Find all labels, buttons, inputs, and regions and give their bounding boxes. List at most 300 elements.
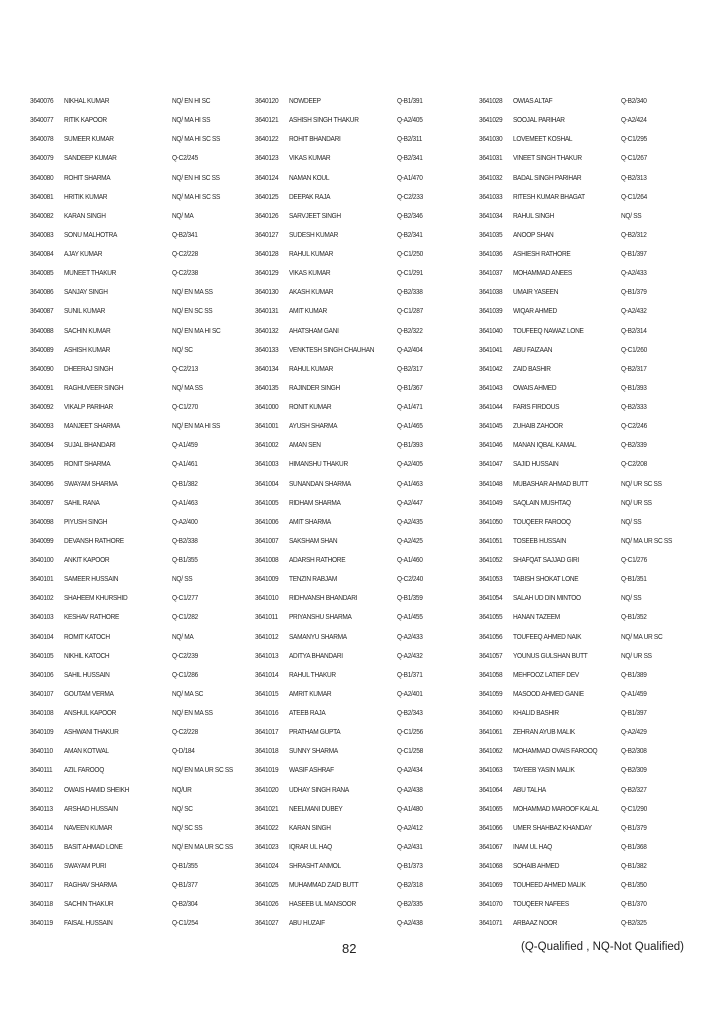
candidate-name: SAHIL HUSSAIN <box>64 669 110 679</box>
result-status: NQ/ EN HI SC SS <box>172 172 220 182</box>
candidate-name: BASIT AHMAD LONE <box>64 841 123 851</box>
candidate-name: NAVEEN KUMAR <box>64 822 113 832</box>
candidate-name: AMAN KOTWAL <box>64 746 109 756</box>
roll-number: 3641065 <box>479 803 503 813</box>
result-status: NQ/ UR SC SS <box>621 478 662 488</box>
roll-number: 3641056 <box>479 631 503 641</box>
roll-number: 3640085 <box>30 268 54 278</box>
roll-number: 3640098 <box>30 516 54 526</box>
result-status: Q-A1/461 <box>172 459 198 469</box>
candidate-name: SOHAIB AHMED <box>513 861 560 870</box>
result-status: Q-B1/393 <box>621 382 647 392</box>
roll-number: 3641008 <box>255 555 279 564</box>
candidate-name: AJAY KUMAR <box>64 249 103 258</box>
candidate-name: SANJAY SINGH <box>64 287 108 297</box>
roll-number: 3641009 <box>255 574 279 584</box>
roll-number: 3641066 <box>479 822 503 832</box>
result-status: Q-A2/431 <box>397 841 423 851</box>
result-status: Q-A2/447 <box>397 497 423 507</box>
result-status: Q-B2/304 <box>172 899 198 909</box>
roll-number: 3641068 <box>479 861 503 870</box>
result-status: Q-C2/240 <box>397 574 423 584</box>
candidate-name: VINEET SINGH THAKUR <box>513 153 582 163</box>
result-legend: (Q-Qualified , NQ-Not Qualified) <box>521 941 684 953</box>
roll-number: 3641057 <box>479 650 503 660</box>
result-status: NQ/ SC <box>172 803 193 813</box>
roll-number: 3641053 <box>479 574 503 584</box>
candidate-name: SAHIL RANA <box>64 497 100 507</box>
roll-number: 3641004 <box>255 478 279 488</box>
candidate-name: AMRIT KUMAR <box>289 688 332 698</box>
result-status: Q-B1/359 <box>397 593 423 603</box>
roll-number: 3640084 <box>30 249 54 258</box>
candidate-name: SUNANDAN SHARMA <box>289 478 351 488</box>
roll-number: 3641055 <box>479 612 503 622</box>
result-status: Q-C1/254 <box>172 918 198 928</box>
result-status: Q-A1/471 <box>397 402 423 411</box>
roll-number: 3641020 <box>255 784 279 794</box>
candidate-name: RAJINDER SINGH <box>289 382 340 392</box>
roll-number: 3640110 <box>30 746 53 756</box>
roll-number: 3640105 <box>30 650 54 660</box>
roll-number: 3640122 <box>255 134 279 144</box>
roll-number: 3640092 <box>30 402 54 411</box>
candidate-name: RAHUL SINGH <box>513 210 555 220</box>
candidate-name: TENZIN RABJAM <box>289 574 337 584</box>
candidate-name: FAISAL HUSSAIN <box>64 918 113 928</box>
result-status: Q-C1/286 <box>172 669 198 679</box>
candidate-name: SAQLAIN MUSHTAQ <box>513 497 571 507</box>
candidate-name: ARBAAZ NOOR <box>513 918 558 928</box>
candidate-name: MANJEET SHARMA <box>64 421 120 431</box>
result-status: NQ/ SS <box>621 516 642 526</box>
result-status: NQ/ MA <box>172 631 194 641</box>
candidate-name: WASIF ASHRAF <box>289 765 334 775</box>
candidate-name: INAM UL HAQ <box>513 841 552 851</box>
candidate-name: KARAN SINGH <box>64 210 106 220</box>
roll-number: 3641040 <box>479 325 503 335</box>
candidate-name: SHAFQAT SAJJAD GIRI <box>513 555 579 564</box>
result-status: Q-B2/327 <box>621 784 647 794</box>
roll-number: 3640099 <box>30 535 54 545</box>
candidate-name: FARIS FIRDOUS <box>513 402 560 411</box>
roll-number: 3640127 <box>255 229 279 239</box>
result-status: Q-A1/459 <box>621 688 647 698</box>
result-status: Q-B1/379 <box>621 822 647 832</box>
result-status: NQ/UR <box>172 784 192 794</box>
candidate-name: PRIYANSHU SHARMA <box>289 612 352 622</box>
result-status: Q-B1/370 <box>621 899 647 909</box>
candidate-name: KARAN SINGH <box>289 822 331 832</box>
roll-number: 3641039 <box>479 306 503 316</box>
candidate-name: NIKHIL KATOCH <box>64 650 110 660</box>
result-status: Q-A2/438 <box>397 784 423 794</box>
result-status: Q-A2/432 <box>397 650 423 660</box>
result-status: NQ/ SC <box>172 344 193 354</box>
candidate-name: MOHAMMAD ANEES <box>513 268 572 278</box>
roll-number: 3640102 <box>30 593 54 603</box>
result-status: Q-B2/341 <box>172 229 198 239</box>
candidate-name: OWIAS ALTAF <box>513 96 553 105</box>
result-status: NQ/ MA <box>172 210 194 220</box>
candidate-name: OWAIS HAMID SHEIKH <box>64 784 130 794</box>
result-status: Q-A1/465 <box>397 421 423 431</box>
candidate-name: ASHISH KUMAR <box>64 344 111 354</box>
roll-number: 3640078 <box>30 134 54 144</box>
roll-number: 3640115 <box>30 841 53 851</box>
result-status: Q-A2/401 <box>397 688 423 698</box>
candidate-name: ZEHRAN AYUB MALIK <box>513 727 575 737</box>
result-status: Q-C1/270 <box>172 402 198 411</box>
candidate-name: MOHAMMAD MAROOF KALAL <box>513 803 599 813</box>
candidate-name: SUMEER KUMAR <box>64 134 114 144</box>
result-status: NQ/ EN MA UR SC SS <box>172 841 233 851</box>
result-status: Q-C1/267 <box>621 153 647 163</box>
candidate-name: MEHFOOZ LATIEF DEV <box>513 669 579 679</box>
candidate-name: VENKTESH SINGH CHAUHAN <box>289 344 375 354</box>
candidate-name: ABU TALHA <box>513 784 546 794</box>
candidate-name: YOUNUS GULSHAN BUTT <box>513 650 588 660</box>
result-status: Q-A1/463 <box>397 478 423 488</box>
candidate-name: ASHIESH RATHORE <box>513 249 571 258</box>
candidate-name: TOSEEB HUSSAIN <box>513 535 567 545</box>
roll-number: 3641050 <box>479 516 503 526</box>
candidate-name: SAJID HUSSAIN <box>513 459 559 469</box>
result-status: Q-A1/455 <box>397 612 423 622</box>
candidate-name: ZAID BASHIR <box>513 363 551 373</box>
candidate-name: MANAN IQBAL KAMAL <box>513 440 577 450</box>
roll-number: 3640133 <box>255 344 279 354</box>
candidate-name: TOUFEEQ NAWAZ LONE <box>513 325 584 335</box>
roll-number: 3640076 <box>30 96 54 105</box>
candidate-name: ADARSH RATHORE <box>289 555 346 564</box>
candidate-name: VIKAS KUMAR <box>289 153 331 163</box>
result-status: NQ/ EN MA SS <box>172 708 213 717</box>
result-status: Q-B1/368 <box>621 841 647 851</box>
candidate-name: AYUSH SHARMA <box>289 421 338 431</box>
roll-number: 3640095 <box>30 459 54 469</box>
candidate-name: RAHUL KUMAR <box>289 249 333 258</box>
roll-number: 3641007 <box>255 535 279 545</box>
candidate-name: RAGHAV SHARMA <box>64 880 117 890</box>
result-status: Q-A2/432 <box>621 306 647 316</box>
roll-number: 3641045 <box>479 421 503 431</box>
candidate-name: SHAHEEM KHURSHID <box>64 593 128 603</box>
roll-number: 3640113 <box>30 803 53 813</box>
result-status: Q-B2/313 <box>621 172 647 182</box>
roll-number: 3641036 <box>479 249 503 258</box>
roll-number: 3641023 <box>255 841 279 851</box>
roll-number: 3640120 <box>255 96 279 105</box>
roll-number: 3640111 <box>30 765 53 775</box>
result-status: Q-D/184 <box>172 746 195 756</box>
candidate-name: RITIK KAPOOR <box>64 115 107 125</box>
candidate-name: ROMIT KATOCH <box>64 631 110 641</box>
candidate-name: UMAIR YASEEN <box>513 287 559 297</box>
result-status: Q-A2/412 <box>397 822 423 832</box>
result-status: NQ/ MA SS <box>172 382 203 392</box>
result-status: Q-C1/295 <box>621 134 647 144</box>
roll-number: 3640126 <box>255 210 279 220</box>
roll-number: 3641019 <box>255 765 279 775</box>
result-status: Q-A1/460 <box>397 555 423 564</box>
roll-number: 3640087 <box>30 306 54 316</box>
roll-number: 3641021 <box>255 803 279 813</box>
candidate-name: SONU MALHOTRA <box>64 229 118 239</box>
result-status: Q-B2/340 <box>621 96 647 105</box>
candidate-name: TOUHEED AHMED MALIK <box>513 880 586 890</box>
candidate-name: AKASH KUMAR <box>289 287 334 297</box>
roll-number: 3640081 <box>30 191 54 201</box>
roll-number: 3640107 <box>30 688 54 698</box>
roll-number: 3640123 <box>255 153 279 163</box>
candidate-name: RAGHUVEER SINGH <box>64 382 124 392</box>
candidate-name: VIKAS KUMAR <box>289 268 331 278</box>
result-status: Q-B2/314 <box>621 325 647 335</box>
candidate-name: TABISH SHOKAT LONE <box>513 574 579 584</box>
roll-number: 3640132 <box>255 325 279 335</box>
result-status: Q-C2/228 <box>172 249 198 258</box>
result-status: NQ/ SS <box>621 593 642 603</box>
candidate-name: KESHAV RATHORE <box>64 612 120 622</box>
roll-number: 3641070 <box>479 899 503 909</box>
result-status: Q-B2/341 <box>397 153 423 163</box>
candidate-name: HASEEB UL MANSOOR <box>289 899 356 909</box>
candidate-name: AMAN SEN <box>289 440 321 450</box>
candidate-name: MOHAMMAD OVAIS FAROOQ <box>513 746 598 756</box>
result-status: Q-C2/245 <box>172 153 198 163</box>
candidate-name: MUNEET THAKUR <box>64 268 117 278</box>
roll-number: 3641064 <box>479 784 503 794</box>
result-status: Q-C1/264 <box>621 191 647 201</box>
candidate-name: HRITIK KUMAR <box>64 191 108 201</box>
candidate-name: PIYUSH SINGH <box>64 516 108 526</box>
candidate-name: HANAN TAZEEM <box>513 612 560 622</box>
result-status: NQ/ EN SC SS <box>172 306 213 316</box>
roll-number: 3640128 <box>255 249 279 258</box>
candidate-name: AHATSHAM GANI <box>289 325 339 335</box>
roll-number: 3640125 <box>255 191 279 201</box>
result-status: Q-B1/355 <box>172 555 198 564</box>
result-status: Q-B1/393 <box>397 440 423 450</box>
roll-number: 3641013 <box>255 650 279 660</box>
result-status: Q-B2/325 <box>621 918 647 928</box>
candidate-name: ARSHAD HUSSAIN <box>64 803 118 813</box>
roll-number: 3641010 <box>255 593 279 603</box>
result-status: Q-A2/433 <box>621 268 647 278</box>
roll-number: 3641005 <box>255 497 279 507</box>
candidate-name: ATEEB RAJA <box>289 708 326 717</box>
roll-number: 3641062 <box>479 746 503 756</box>
candidate-name: SANDEEP KUMAR <box>64 153 117 163</box>
result-status: Q-B2/339 <box>621 440 647 450</box>
roll-number: 3640088 <box>30 325 54 335</box>
roll-number: 3641044 <box>479 402 503 411</box>
result-status: Q-B1/379 <box>621 287 647 297</box>
candidate-name: ANOOP SHAN <box>513 229 554 239</box>
result-status: Q-A2/434 <box>397 765 423 775</box>
result-status: Q-B1/367 <box>397 382 423 392</box>
candidate-name: NAMAN KOUL <box>289 172 330 182</box>
result-status: NQ/ MA UR SC SS <box>621 535 673 545</box>
roll-number: 3640135 <box>255 382 279 392</box>
result-status: Q-A2/435 <box>397 516 423 526</box>
candidate-name: LOVEMEET KOSHAL <box>513 134 573 144</box>
result-status: Q-B1/373 <box>397 861 423 870</box>
roll-number: 3641063 <box>479 765 503 775</box>
result-status: NQ/ EN MA SS <box>172 287 213 297</box>
result-status: Q-A2/424 <box>621 115 647 125</box>
roll-number: 3641026 <box>255 899 279 909</box>
candidate-name: NEELMANI DUBEY <box>289 803 343 813</box>
roll-number: 3640112 <box>30 784 53 794</box>
result-status: NQ/ MA UR SC <box>621 631 663 641</box>
roll-number: 3640109 <box>30 727 54 737</box>
result-status: Q-C2/213 <box>172 363 198 373</box>
candidate-name: RITESH KUMAR BHAGAT <box>513 191 585 201</box>
candidate-name: ABU HUZAIF <box>289 918 325 928</box>
roll-number: 3641035 <box>479 229 503 239</box>
roll-number: 3641018 <box>255 746 279 756</box>
candidate-name: BADAL SINGH PARIHAR <box>513 172 582 182</box>
result-status: NQ/ MA HI SS <box>172 115 211 125</box>
candidate-name: ANSHUL KAPOOR <box>64 708 117 717</box>
result-status: Q-C2/208 <box>621 459 647 469</box>
result-status: Q-C1/287 <box>397 306 423 316</box>
roll-number: 3641011 <box>255 612 278 622</box>
candidate-name: GOUTAM VERMA <box>64 688 114 698</box>
candidate-name: PRATHAM GUPTA <box>289 727 341 737</box>
result-status: Q-C2/233 <box>397 191 423 201</box>
result-status: Q-B1/377 <box>172 880 198 890</box>
roll-number: 3641017 <box>255 727 279 737</box>
roll-number: 3641041 <box>479 344 503 354</box>
result-status: Q-B2/312 <box>621 229 647 239</box>
roll-number: 3641031 <box>479 153 503 163</box>
candidate-name: AZIL FAROOQ <box>64 765 105 775</box>
roll-number: 3641012 <box>255 631 279 641</box>
candidate-name: SUNNY SHARMA <box>289 746 338 756</box>
roll-number: 3640101 <box>30 574 54 584</box>
roll-number: 3641067 <box>479 841 503 851</box>
candidate-name: TOUFEEQ AHMED NAIK <box>513 631 582 641</box>
candidate-name: SARVJEET SINGH <box>289 210 341 220</box>
result-status: Q-A2/404 <box>397 344 423 354</box>
result-status: Q-A1/480 <box>397 803 423 813</box>
result-status: Q-B2/318 <box>397 880 423 890</box>
roll-number: 3641060 <box>479 708 503 717</box>
result-status: NQ/ EN MA UR SC SS <box>172 765 233 775</box>
roll-number: 3641054 <box>479 593 503 603</box>
result-status: Q-B2/343 <box>397 708 423 717</box>
candidate-name: RAHUL THAKUR <box>289 669 336 679</box>
candidate-name: SACHIN KUMAR <box>64 325 111 335</box>
candidate-name: SUNIL KUMAR <box>64 306 106 316</box>
result-status: NQ/ SS <box>172 574 193 584</box>
result-status: Q-A2/429 <box>621 727 647 737</box>
roll-number: 3640129 <box>255 268 279 278</box>
roll-number: 3641046 <box>479 440 503 450</box>
roll-number: 3640106 <box>30 669 54 679</box>
candidate-name: SACHIN THAKUR <box>64 899 114 909</box>
roll-number: 3640083 <box>30 229 54 239</box>
roll-number: 3641069 <box>479 880 503 890</box>
candidate-name: DHEERAJ SINGH <box>64 363 114 373</box>
result-status: Q-B2/335 <box>397 899 423 909</box>
roll-number: 3641006 <box>255 516 279 526</box>
candidate-name: AMIT SHARMA <box>289 516 331 526</box>
roll-number: 3641042 <box>479 363 503 373</box>
page-number: 82 <box>342 941 357 956</box>
candidate-name: SUDESH KUMAR <box>289 229 339 239</box>
result-status: Q-B1/355 <box>172 861 198 870</box>
candidate-name: ADITYA BHANDARI <box>289 650 343 660</box>
candidate-name: MUHAMMAD ZAID BUTT <box>289 880 359 890</box>
result-status: Q-B1/389 <box>621 669 647 679</box>
candidate-name: RONIT KUMAR <box>289 402 332 411</box>
result-status: Q-A2/405 <box>397 115 423 125</box>
result-status: NQ/ UR SS <box>621 650 652 660</box>
roll-number: 3640091 <box>30 382 54 392</box>
result-status: Q-A2/405 <box>397 459 423 469</box>
result-status: Q-B1/352 <box>621 612 647 622</box>
candidate-name: UMER SHAHBAZ KHANDAY <box>513 822 592 832</box>
roll-number: 3640108 <box>30 708 54 717</box>
candidate-name: MASOOD AHMED GANIE <box>513 688 584 698</box>
roll-number: 3641032 <box>479 172 503 182</box>
result-status: Q-B1/382 <box>621 861 647 870</box>
candidate-name: VIKALP PARIHAR <box>64 402 113 411</box>
candidate-name: SWAYAM PURI <box>64 861 106 870</box>
result-status: Q-C1/250 <box>397 249 423 258</box>
candidate-name: SHRASHT ANMOL <box>289 861 341 870</box>
candidate-name: RIDHVANSH BHANDARI <box>289 593 358 603</box>
roll-number: 3641033 <box>479 191 503 201</box>
roll-number: 3641000 <box>255 402 279 411</box>
result-status: Q-B1/371 <box>397 669 423 679</box>
roll-number: 3640090 <box>30 363 54 373</box>
roll-number: 3641028 <box>479 96 503 105</box>
roll-number: 3640124 <box>255 172 279 182</box>
result-status: Q-A2/438 <box>397 918 423 928</box>
roll-number: 3641014 <box>255 669 279 679</box>
roll-number: 3641001 <box>255 421 279 431</box>
result-status: Q-B2/346 <box>397 210 423 220</box>
candidate-name: ROHIT SHARMA <box>64 172 111 182</box>
candidate-name: DEVANSH RATHORE <box>64 535 124 545</box>
candidate-name: WIQAR AHMED <box>513 306 557 316</box>
candidate-name: AMIT KUMAR <box>289 306 327 316</box>
result-status: Q-B2/322 <box>397 325 423 335</box>
candidate-name: DEEPAK RAJA <box>289 191 331 201</box>
candidate-name: SALAH UD DIN MINTOO <box>513 593 581 603</box>
roll-number: 3640079 <box>30 153 54 163</box>
result-status: NQ/ MA HI SC SS <box>172 191 221 201</box>
result-status: NQ/ UR SS <box>621 497 652 507</box>
roll-number: 3641048 <box>479 478 503 488</box>
roll-number: 3641027 <box>255 918 279 928</box>
roll-number: 3640103 <box>30 612 54 622</box>
result-status: NQ/ MA HI SC SS <box>172 134 221 144</box>
roll-number: 3641024 <box>255 861 279 870</box>
roll-number: 3640100 <box>30 555 54 564</box>
candidate-name: NIKHAL KUMAR <box>64 96 110 105</box>
result-status: Q-B2/311 <box>397 134 423 144</box>
roll-number: 3641030 <box>479 134 503 144</box>
candidate-name: NOWDEEP <box>289 96 321 105</box>
roll-number: 3640117 <box>30 880 53 890</box>
candidate-name: IQRAR UL HAQ <box>289 841 332 851</box>
